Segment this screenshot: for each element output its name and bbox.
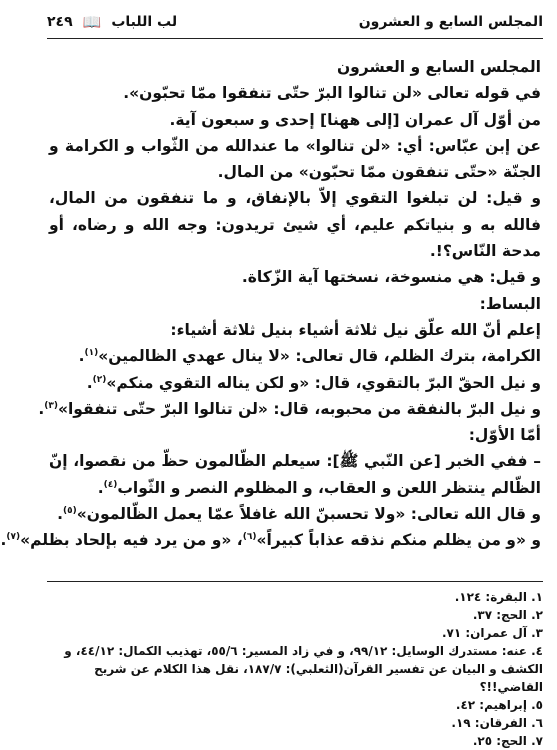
footnote: ٦. الفرقان: ١٩. [451, 716, 543, 730]
running-header [47, 6, 543, 39]
paragraph: و «و من يظلم منكم نذقه عذاباً كبيراً»$^{(٦)}$، «و من يرد فيه بإلحاد بظلم»$^{(٧)}$. [0, 531, 541, 550]
paragraph: عن إبن عبّاس: أي: «لن تنالوا» ما عندالله من الثّواب و الكرامة و الجنّة «حتّى تنفقون ممّا تحبّون» من المال. [49, 136, 541, 182]
paragraph: في قوله تعالى «لن تنالوا البرّ حتّى تنفقوا ممّا تحبّون». [123, 84, 541, 103]
section-heading: البساط: [479, 294, 541, 313]
footnote-ref: (٧) [6, 532, 21, 543]
header-left-group [47, 14, 177, 30]
paragraph: إعلم أنّ الله علّق نيل ثلاثة أشياء بنيل ثلاثة أشياء: [170, 320, 541, 339]
paragraph: و نيل البرّ بالنفقة من محبوبه، قال: «لن تنالوا البرّ حتّى تنفقوا»$^{(٣)}$. [38, 399, 541, 418]
paragraph: و قيل: هي منسوخة، نسختها آية الزّكاة. [241, 268, 541, 287]
footnote: ٥. إبراهيم: ٤٢. [455, 698, 543, 712]
paragraph: – ففي الخبر [عن النّبي ﷺ]: سيعلم الظّالمون حظّ من نقصوا، إنّ الظّالم ينتظر اللعن و العقاب، و المظلوم النصر و الثّواب$^{(٤)}$. [49, 452, 541, 497]
footnote-ref: (٥) [63, 505, 77, 516]
book-icon: 📖 [82, 12, 102, 31]
book-title: لب اللباب [111, 14, 178, 30]
footnote-ref: (٣) [44, 400, 58, 411]
footnote-ref: (٤) [103, 479, 118, 490]
paragraph: من أوّل آل عمران [إلى ههنا] إحدى و سبعون آية. [169, 110, 541, 129]
footnote: ٢. الحج: ٣٧. [472, 608, 543, 622]
paragraph-text: و قال الله تعالى: «ولا تحسبنّ الله غافلاً عمّا يعمل الظّالمون» [76, 505, 541, 524]
footnote: ٤. عنه: مستدرك الوسايل: ٩٩/١٢، و في زاد المسير: ٥٥/٦، تهذيب الكمال: ٤٤/١٢، و الكشف و البيان عن تفسير القرآن(الثعلبي): ١٨٧/٧، نقل هذا الكلام عن شريح القاضي!!؟ [64, 644, 543, 694]
footnote: ٣. آل عمران: ٧١. [441, 626, 543, 640]
chapter-heading: المجلس السابع و العشرون [336, 58, 541, 76]
paragraph-text: الكرامة، بترك الظلم، قال تعالى: «لا ينال عهدي الظالمين» [98, 347, 541, 366]
paragraph: الكرامة، بترك الظلم، قال تعالى: «لا ينال عهدي الظالمين»$^{(١)}$. [78, 347, 541, 366]
paragraph-text: – ففي الخبر [عن النّبي ﷺ]: سيعلم الظّالمون حظّ من نقصوا، إنّ الظّالم ينتظر اللعن و العقاب، و المظلوم النصر و الثّواب [49, 452, 541, 497]
paragraph: و قيل: لن تبلغوا التقوي إلاّ بالإنفاق، و ما تنفقون من المال، فالله به و بنياتكم عليم، أي شيئ تريدون: وجه الله و رضاه، أو مدحة النّاس؟!. [49, 189, 541, 261]
section-title: المجلس السابع و العشرون [358, 14, 543, 30]
footnote: ١. البقرة: ١٢٤. [454, 590, 543, 604]
paragraph-text: و «و من يظلم منكم نذقه عذاباً كبيراً» [256, 531, 541, 550]
footnote-ref: (١) [84, 348, 99, 359]
paragraph-text: و نيل البرّ بالنفقة من محبوبه، قال: «لن تنالوا البرّ حتّى تنفقوا» [57, 399, 541, 418]
page-number: ٢٤٩ [47, 14, 73, 30]
footnote-ref: (٦) [242, 532, 257, 543]
paragraph: و قال الله تعالى: «ولا تحسبنّ الله غافلاً عمّا يعمل الظّالمون»$^{(٥)}$. [57, 505, 541, 524]
paragraph: و نيل الحقّ البرّ بالتقوي، قال: «و لكن يناله التقوي منكم»$^{(٢)}$. [86, 373, 541, 392]
page [0, 6, 543, 748]
paragraph-text: و نيل الحقّ البرّ بالتقوي، قال: «و لكن يناله التقوي منكم» [106, 373, 541, 392]
footnote-ref: (٢) [92, 374, 107, 385]
main-text [0, 54, 541, 554]
paragraph-text: ، «و من يرد فيه بإلحاد بظلم» [20, 531, 243, 550]
footnote: ٧. الحج: ٢٥. [472, 734, 543, 748]
section-heading: أمّا الأوّل: [468, 426, 541, 445]
footnotes [47, 581, 543, 750]
